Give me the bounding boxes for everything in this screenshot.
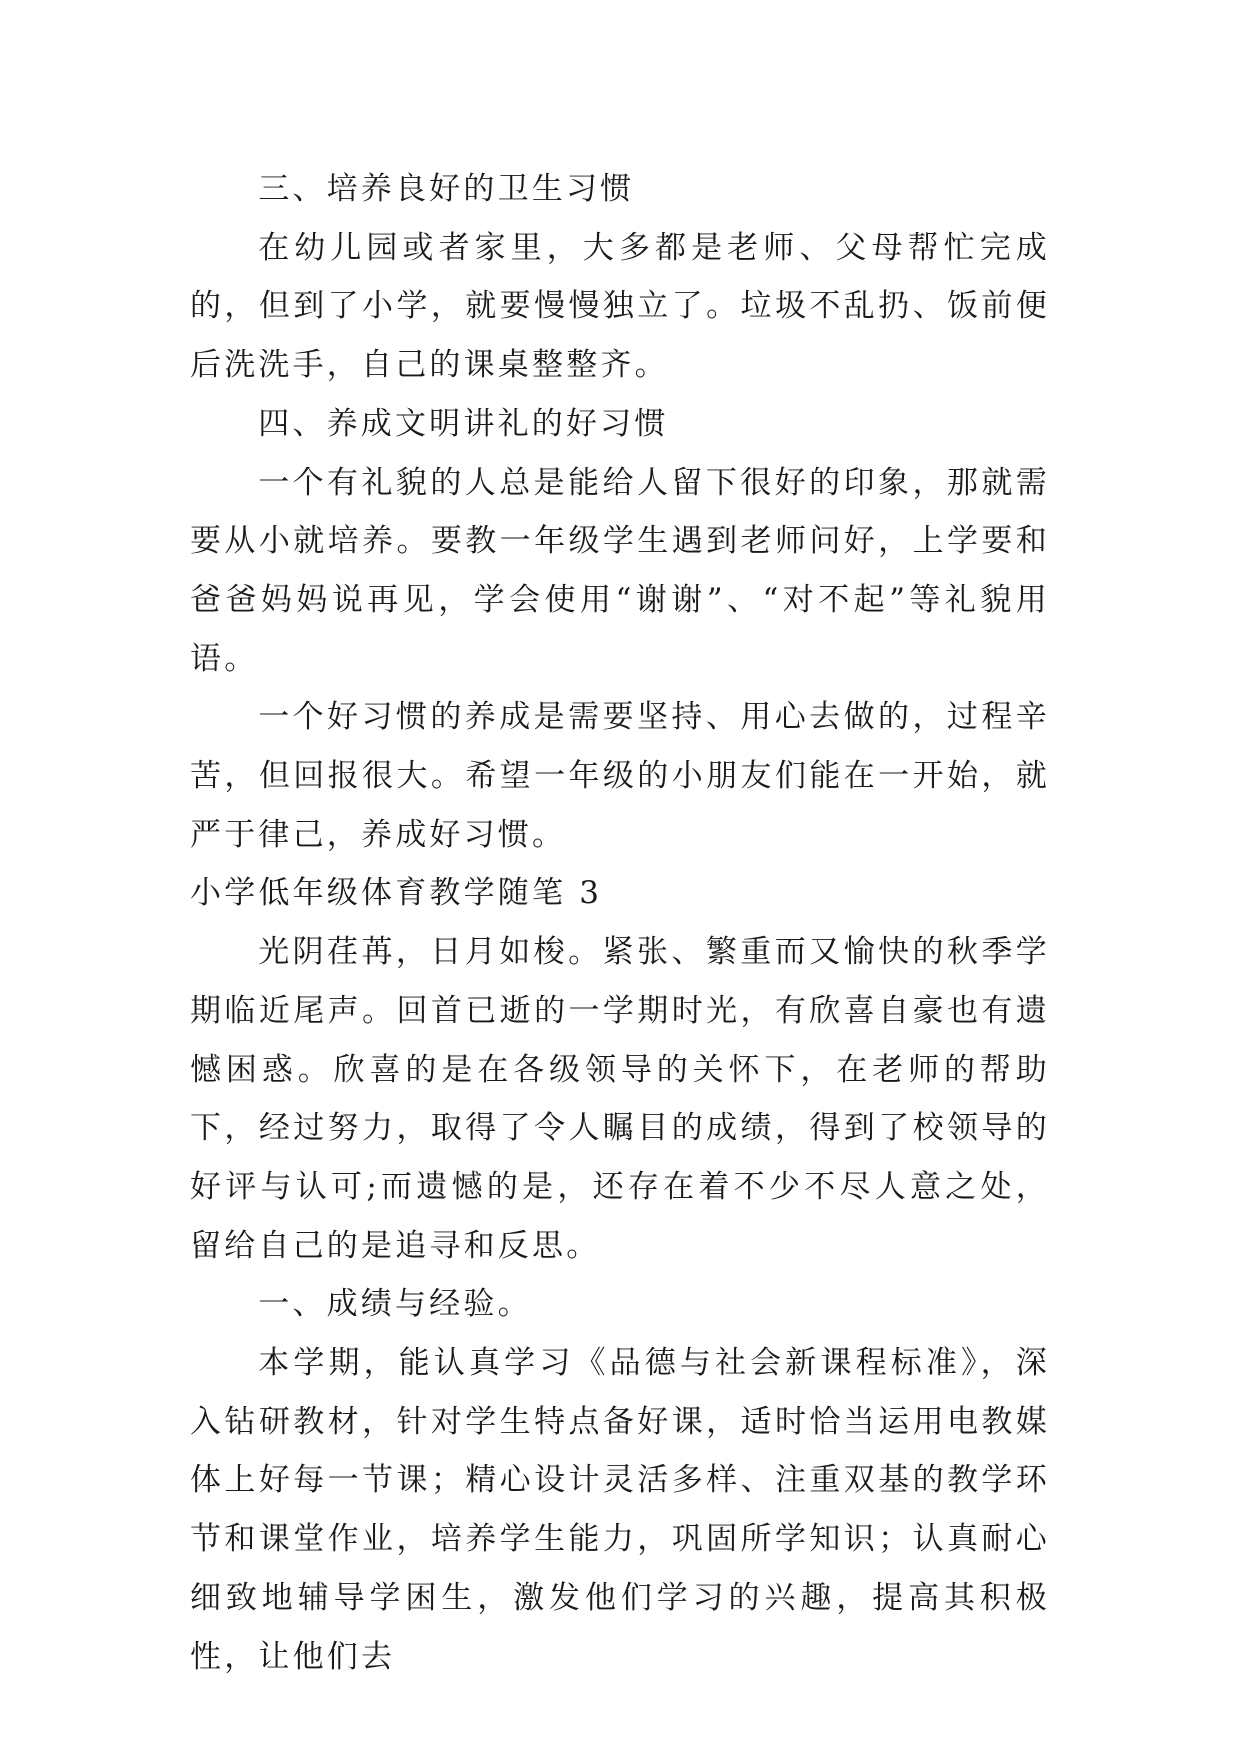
paragraph-intro: 光阴荏苒，日月如梭。紧张、繁重而又愉快的秋季学期临近尾声。回首已逝的一学期时光，有欣喜自豪也有遗憾困惑。欣喜的是在各级领导的关怀下，在老师的帮助下，经过努力，取得了令人瞩目的成绩，得到了校领导的好评与认可;而遗憾的是，还存在着不少不尽人意之处，留给自己的是追寻和反思。 [190, 934, 1050, 1264]
section-heading-hygiene: 三、培养良好的卫生习惯 [258, 171, 635, 207]
section-heading-manners: 四、养成文明讲礼的好习惯 [258, 405, 669, 442]
paragraph-manners: 一个有礼貌的人总是能给人留下很好的印象，那就需要从小就培养。要教一年级学生遇到老师问好，上学要和爸爸妈妈说再见，学会使用“谢谢”、“对不起”等礼貌用语。 [190, 464, 1050, 677]
document-body [190, 160, 1050, 1686]
section-heading-achievements: 一、成绩与经验。 [258, 1286, 532, 1323]
paragraph-hygiene: 在幼儿园或者家里，大多都是老师、父母帮忙完成的，但到了小学，就要慢慢独立了。垃圾不乱扔、饭前便后洗洗手，自己的课桌整整齐。 [190, 229, 1050, 384]
paragraph-achievements: 本学期，能认真学习《品德与社会新课程标准》，深入钻研教材，针对学生特点备好课，适时恰当运用电教媒体上好每一节课；精心设计灵活多样、注重双基的教学环节和课堂作业，培养学生能力，巩固所学知识；认真耐心细致地辅导学困生，激发他们学习的兴趣，提高其积极性，让他们去 [190, 1345, 1050, 1675]
essay-title: 小学低年级体育教学随笔 3 [190, 875, 603, 912]
paragraph-conclusion: 一个好习惯的养成是需要坚持、用心去做的，过程辛苦，但回报很大。希望一年级的小朋友们能在一开始，就严于律己，养成好习惯。 [190, 699, 1050, 853]
